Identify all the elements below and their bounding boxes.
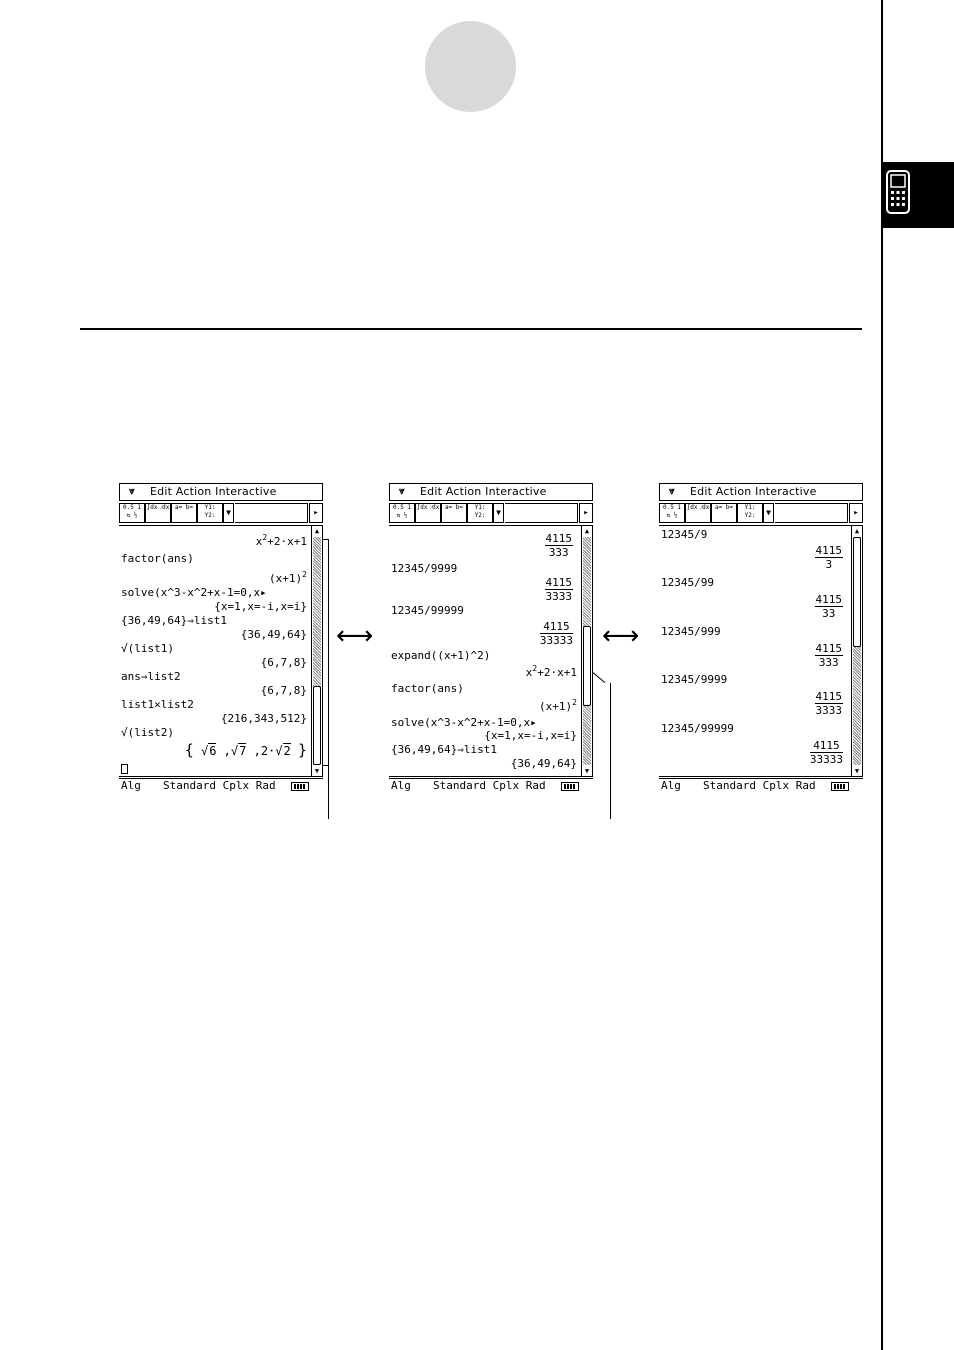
fraction-result: $\frac{4115}{3}$ (815, 544, 842, 571)
callout-line (322, 765, 328, 766)
fraction-toggle-button[interactable]: 0.5 1 ⇆ ½ (659, 503, 685, 523)
entry-line: solve(x^3-x^2+x-1=0,x▸ (391, 716, 537, 729)
scroll-up-icon[interactable]: ▲ (584, 527, 590, 535)
menu-bar[interactable] (119, 483, 323, 501)
toolbar (119, 503, 323, 523)
fraction-result: $\frac{4115}{3333}$ (815, 690, 842, 717)
fraction-result: $\frac{4115}{33333}$ (809, 739, 843, 766)
result-line: {x=1,x=-i,x=i} (214, 600, 307, 613)
entry-line: {36,49,64}⇒list1 (121, 614, 227, 627)
result-line: {6,7,8} (260, 656, 307, 669)
calculus-button[interactable]: ∫dx ⁄dx (685, 503, 711, 523)
work-area[interactable] (659, 525, 851, 777)
result-line: $(x+1)^2$ (269, 570, 307, 585)
menu-items[interactable]: Edit Action Interactive (150, 485, 277, 498)
scroll-down-icon[interactable]: ▼ (314, 767, 320, 775)
section-rule (80, 328, 862, 330)
toolbar-scroll-right-icon[interactable]: ▸ (309, 503, 323, 523)
chapter-tab (882, 162, 954, 228)
input-cursor[interactable] (121, 764, 128, 774)
scroll-down-icon[interactable]: ▼ (854, 767, 860, 775)
entry-line: 12345/9 (661, 528, 708, 541)
entry-line: 12345/99999 (661, 722, 734, 735)
assign-button[interactable]: a= b= (441, 503, 467, 523)
result-line: { √6 ,√7 ,2·√2 } (184, 741, 307, 759)
work-area[interactable] (389, 525, 581, 777)
battery-icon (831, 782, 849, 791)
entry-line: factor(ans) (121, 552, 194, 565)
status-mode[interactable]: Alg (661, 779, 681, 792)
entry-line: √(list1) (121, 642, 174, 655)
callout-line (610, 683, 611, 819)
fraction-toggle-button[interactable]: 0.5 1 ⇆ ½ (119, 503, 145, 523)
function-button[interactable]: Y1: Y2: (467, 503, 493, 523)
callout-line (592, 672, 605, 683)
battery-icon (561, 782, 579, 791)
fraction-result: $\frac{4115}{33333}$ (539, 620, 573, 647)
dropdown-arrow-icon[interactable]: ▼ (223, 503, 234, 523)
fraction-result: $\frac{4115}{3333}$ (545, 576, 572, 603)
entry-line: 12345/999 (661, 625, 721, 638)
status-mode[interactable]: Alg (121, 779, 141, 792)
fraction-result: $\frac{4115}{333}$ (545, 532, 572, 559)
menu-bar[interactable] (389, 483, 593, 501)
menu-chevron-icon[interactable]: ⩔ (669, 486, 675, 497)
toolbar-blank (235, 503, 308, 523)
double-arrow-icon: ⟷ (336, 621, 374, 651)
entry-line: expand((x+1)^2) (391, 649, 491, 662)
double-arrow-icon: ⟷ (602, 621, 640, 651)
result-line: {6,7,8} (260, 684, 307, 697)
scrollbar[interactable] (851, 525, 863, 777)
result-line: $(x+1)^2$ (539, 698, 577, 713)
entry-line: 12345/9999 (391, 562, 458, 575)
entry-line: list1×list2 (121, 698, 194, 711)
fraction-toggle-button[interactable]: 0.5 1 ⇆ ½ (389, 503, 415, 523)
entry-line: ans⇒list2 (121, 670, 181, 683)
battery-icon (291, 782, 309, 791)
menu-items[interactable]: Edit Action Interactive (690, 485, 817, 498)
work-area[interactable] (119, 525, 311, 777)
entry-line: {36,49,64}⇒list1 (391, 743, 497, 756)
calculus-button[interactable]: ∫dx ⁄dx (415, 503, 441, 523)
calculator-screen-3 (659, 483, 863, 794)
result-line: {216,343,512} (220, 712, 307, 725)
calculator-icon (882, 162, 954, 228)
result-line: $x^2+2\cdot x+1$ (255, 533, 307, 548)
calculator-screen-2 (389, 483, 593, 794)
status-info[interactable]: Standard Cplx Rad (703, 779, 816, 792)
status-mode[interactable]: Alg (391, 779, 411, 792)
status-bar (659, 778, 863, 793)
result-line: {36,49,64} (240, 628, 307, 641)
fraction-result: $\frac{4115}{333}$ (815, 642, 842, 669)
dropdown-arrow-icon[interactable]: ▼ (493, 503, 504, 523)
entry-line: 12345/99 (661, 576, 714, 589)
assign-button[interactable]: a= b= (711, 503, 737, 523)
entry-line: 12345/9999 (661, 673, 728, 686)
status-bar (389, 778, 593, 793)
menu-bar[interactable] (659, 483, 863, 501)
entry-line: solve(x^3-x^2+x-1=0,x▸ (121, 586, 267, 599)
scroll-up-icon[interactable]: ▲ (854, 527, 860, 535)
entry-line: 12345/99999 (391, 604, 464, 617)
result-line: {x=1,x=-i,x=i} (484, 729, 577, 742)
menu-items[interactable]: Edit Action Interactive (420, 485, 547, 498)
toolbar (659, 503, 863, 523)
calculator-screen-1 (119, 483, 323, 794)
function-button[interactable]: Y1: Y2: (197, 503, 223, 523)
function-button[interactable]: Y1: Y2: (737, 503, 763, 523)
callout-line (328, 539, 329, 819)
menu-chevron-icon[interactable]: ⩔ (129, 486, 135, 497)
entry-line: factor(ans) (391, 682, 464, 695)
toolbar-scroll-right-icon[interactable]: ▸ (579, 503, 593, 523)
chapter-circle (425, 21, 516, 112)
fraction-result: $\frac{4115}{33}$ (815, 593, 842, 620)
scrollbar[interactable] (311, 525, 323, 777)
menu-chevron-icon[interactable]: ⩔ (399, 486, 405, 497)
assign-button[interactable]: a= b= (171, 503, 197, 523)
entry-line: √(list2) (121, 726, 174, 739)
dropdown-arrow-icon[interactable]: ▼ (763, 503, 774, 523)
scroll-thumb[interactable] (313, 686, 321, 765)
calculus-button[interactable]: ∫dx ⁄dx (145, 503, 171, 523)
scroll-thumb[interactable] (853, 537, 861, 647)
status-info[interactable]: Standard Cplx Rad (433, 779, 546, 792)
status-info[interactable]: Standard Cplx Rad (163, 779, 276, 792)
toolbar-blank (505, 503, 578, 523)
scroll-up-icon[interactable]: ▲ (314, 527, 320, 535)
result-line: {36,49,64} (510, 757, 577, 770)
scroll-thumb[interactable] (583, 626, 591, 706)
toolbar (389, 503, 593, 523)
toolbar-scroll-right-icon[interactable]: ▸ (849, 503, 863, 523)
toolbar-blank (775, 503, 848, 523)
status-bar (119, 778, 323, 793)
result-line: $x^2+2\cdot x+1$ (525, 664, 577, 679)
scrollbar[interactable] (581, 525, 593, 777)
scroll-down-icon[interactable]: ▼ (584, 767, 590, 775)
